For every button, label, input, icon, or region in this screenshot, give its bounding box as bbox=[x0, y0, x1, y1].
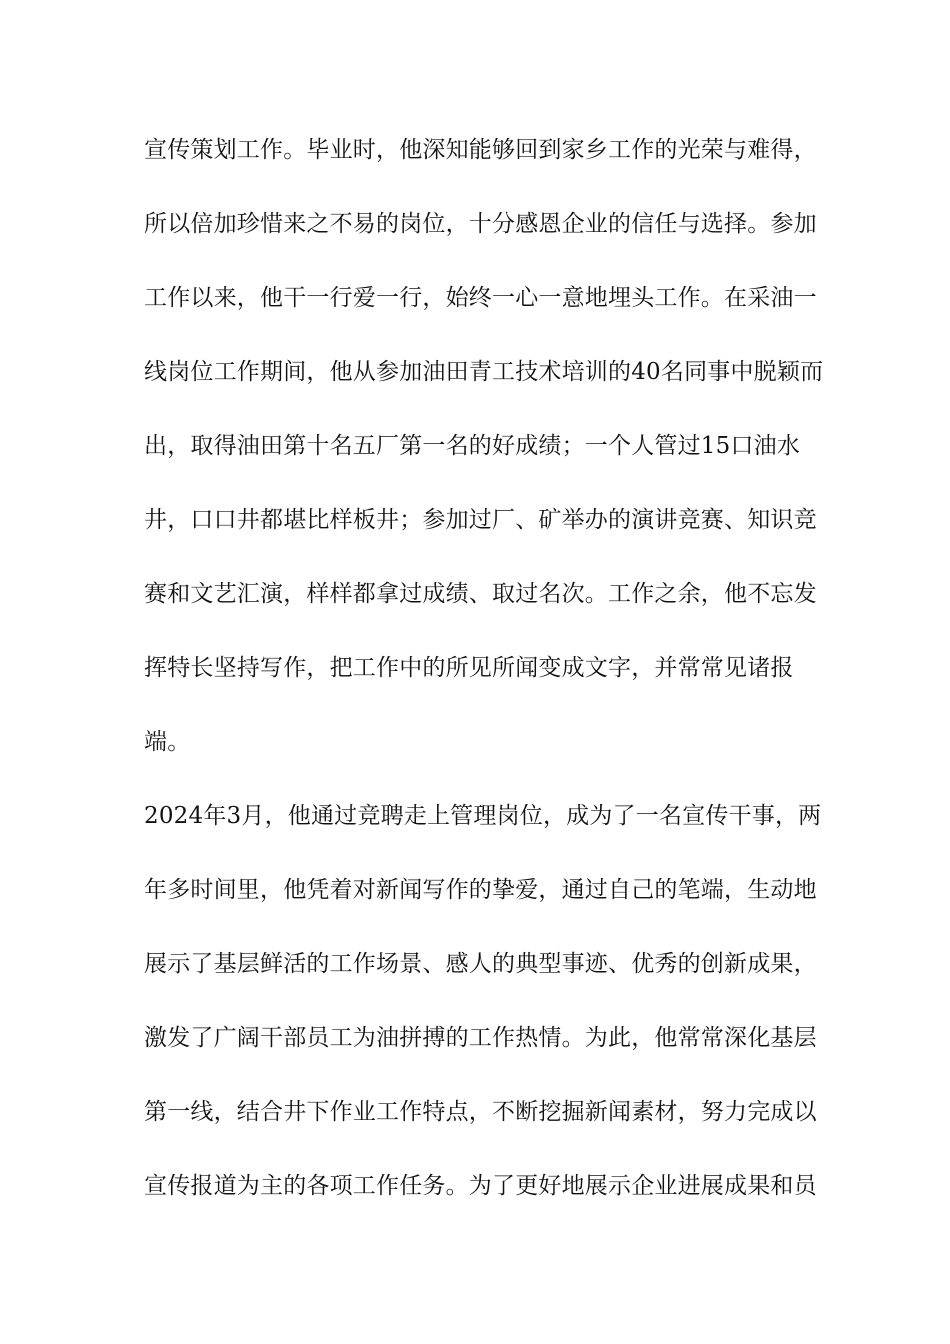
text-line: 展示了基层鲜活的工作场景、感人的典型事迹、优秀的创新成果， bbox=[144, 951, 817, 977]
text-line: 2024年3月，他通过竞聘走上管理岗位，成为了一名宣传干事，两 bbox=[144, 803, 822, 829]
text-line: 出，取得油田第十名五厂第一名的好成绩；一个人管过15口油水 bbox=[144, 433, 801, 459]
text-line: 工作以来，他干一行爱一行，始终一心一意地埋头工作。在采油一 bbox=[144, 285, 817, 311]
text-line: 第一线，结合井下作业工作特点，不断挖掘新闻素材，努力完成以 bbox=[144, 1099, 817, 1125]
text-line: 挥特长坚持写作，把工作中的所见所闻变成文字，并常常见诸报 bbox=[144, 655, 794, 681]
text-line: 井，口口井都堪比样板井；参加过厂、矿举办的演讲竞赛、知识竞 bbox=[144, 507, 817, 533]
text-line: 所以倍加珍惜来之不易的岗位，十分感恩企业的信任与选择。参加 bbox=[144, 211, 817, 237]
text-line: 宣传策划工作。毕业时，他深知能够回到家乡工作的光荣与难得， bbox=[144, 137, 817, 163]
text-line: 宣传报道为主的各项工作任务。为了更好地展示企业进展成果和员 bbox=[144, 1173, 817, 1199]
text-line: 赛和文艺汇演，样样都拿过成绩、取过名次。工作之余，他不忘发 bbox=[144, 581, 817, 607]
text-line: 端。 bbox=[144, 729, 191, 755]
text-line: 激发了广阔干部员工为油拼搏的工作热情。为此，他常常深化基层 bbox=[144, 1025, 817, 1051]
text-line: 年多时间里，他凭着对新闻写作的挚爱，通过自己的笔端，生动地 bbox=[144, 877, 817, 903]
text-line: 线岗位工作期间，他从参加油田青工技术培训的40名同事中脱颖而 bbox=[144, 359, 824, 385]
